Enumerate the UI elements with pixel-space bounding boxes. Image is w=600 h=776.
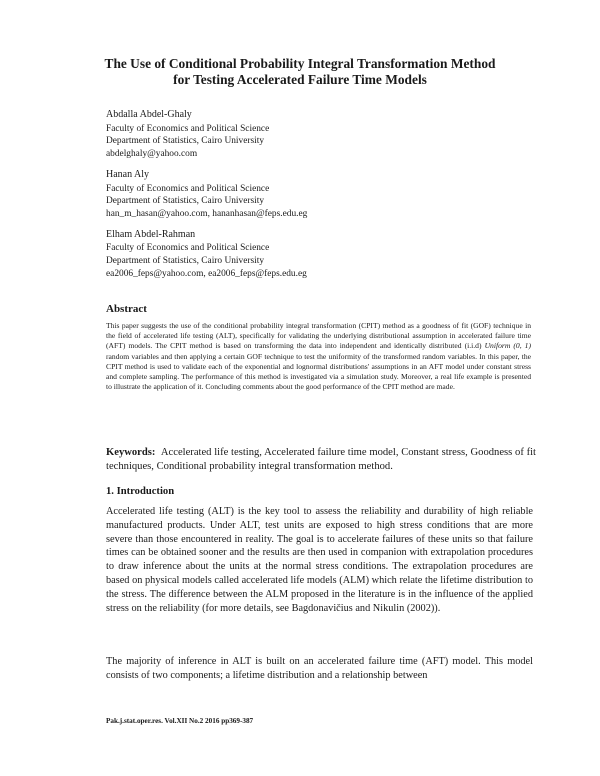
abstract-text-part-2: random variables and then applying a certain GOF technique to test the uniformity of the transformed random variables. In this paper, the CPIT method is used to validate each of the exponential and lognormal distributions' assumptions in an AFT model under constant stress and complete sampling. The performance of this method is investigated via a simulation study. Moreover, a real life example is presented to illustrate the application of it. Concluding comments about the good performance of the CPIT method are made. — [106, 351, 531, 392]
keywords-text: Accelerated life testing, Accelerated failure time model, Constant stress, Goodness of fit techniques, Conditional probability integral transformation method. — [106, 447, 536, 472]
author-faculty: Faculty of Economics and Political Science — [106, 183, 270, 194]
author-faculty: Faculty of Economics and Political Science — [106, 243, 270, 254]
keywords-block — [106, 446, 536, 474]
paper-title — [60, 56, 540, 88]
intro-paragraph-2: The majority of inference in ALT is built on an accelerated failure time (AFT) model. This model consists of two components; a lifetime distribution and a relationship between — [106, 656, 533, 681]
abstract-text-part-1: This paper suggests the use of the conditional probability integral transformation (CPIT) method as a goodness of fit (GOF) technique in the field of accelerated life testing (ALT), specifically for validating the underlying distributional assumption in accelerated failure time (AFT) models. The CPIT method is based on transforming the data into independent and identically distributed (i.i.d) — [106, 321, 531, 351]
author-block-3 — [106, 229, 526, 281]
author-department: Department of Statistics, Cairo University — [106, 256, 265, 267]
author-name: Elham Abdel-Rahman — [106, 228, 196, 240]
title-line-2: for Testing Accelerated Failure Time Models — [173, 72, 427, 87]
intro-paragraph-1: Accelerated life testing (ALT) is the key tool to assess the reliability and durability of high reliable manufactured products. Under ALT, test units are exposed to high stress conditions that are more severe than those encountered in reality. The goal is to accelerate failures of these units so that failure times can be obtained sooner and the results are then used in companion with extrapolation procedures to draw inference about the units at the normal stress conditions. The extrapolation procedures are based on physical models called accelerated life models (ALM) which relate the lifetime distribution to the stress. The difference between the ALM proposed in the literature is in the influence of the applied stress on the reliability (for more details, see Bagdonavičius and Nikulin (2002)). — [106, 506, 533, 614]
abstract-heading: Abstract — [106, 303, 147, 315]
section-heading-introduction: 1. Introduction — [106, 486, 175, 497]
author-department: Department of Statistics, Cairo University — [106, 196, 265, 207]
title-line-1: The Use of Conditional Probability Integral Transformation Method — [104, 56, 496, 71]
author-block-1 — [106, 109, 526, 161]
author-name: Abdalla Abdel-Ghaly — [106, 109, 192, 120]
author-name: Hanan Aly — [106, 168, 150, 180]
author-block-2 — [106, 169, 526, 221]
abstract-section — [106, 303, 531, 392]
abstract-body — [106, 321, 531, 392]
keywords-label: Keywords: — [106, 447, 156, 458]
author-email[interactable]: han_m_hasan@yahoo.com, hananhasan@feps.edu.eg — [106, 208, 308, 219]
journal-footer: Pak.j.stat.oper.res. Vol.XII No.2 2016 pp369-387 — [106, 717, 254, 725]
abstract-italic-term: Uniform (0, 1) — [484, 341, 531, 351]
author-department: Department of Statistics, Cairo University — [106, 136, 265, 147]
author-email[interactable]: ea2006_feps@yahoo.com, ea2006_feps@feps.edu.eg — [106, 268, 307, 279]
author-email[interactable]: abdelghaly@yahoo.com — [106, 149, 198, 160]
author-list — [106, 109, 526, 288]
author-faculty: Faculty of Economics and Political Science — [106, 123, 270, 134]
